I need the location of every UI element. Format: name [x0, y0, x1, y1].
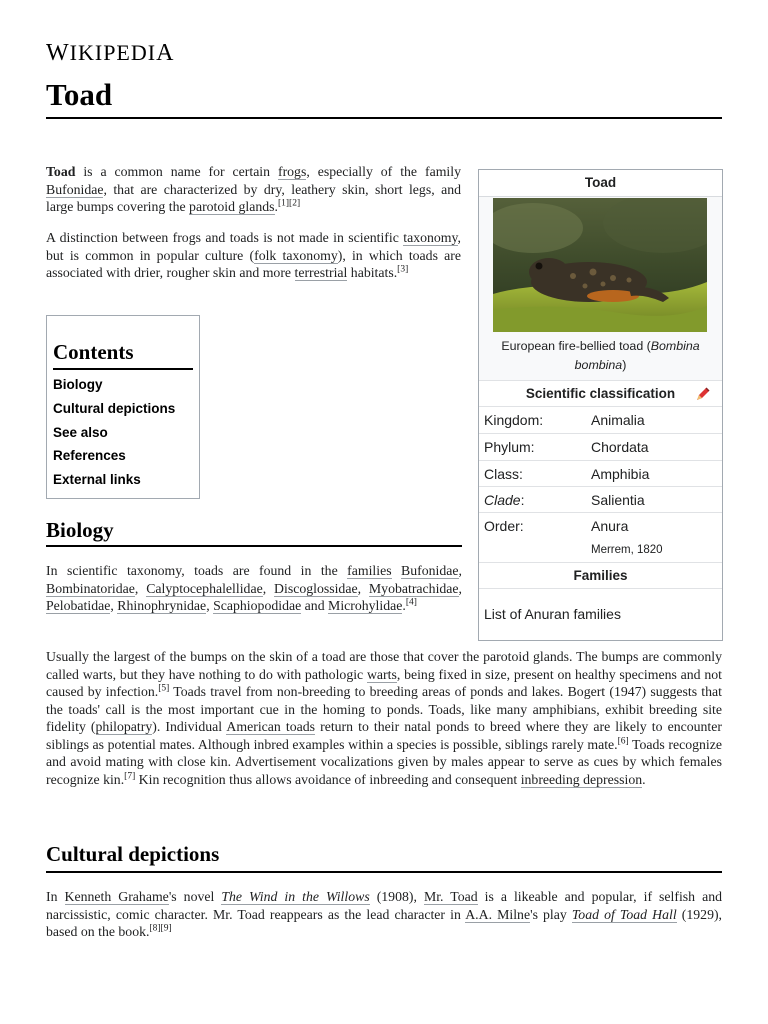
- link-rhinophrynidae[interactable]: Rhinophrynidae: [117, 598, 207, 613]
- table-of-contents: [46, 315, 200, 499]
- link-calyptocephalellidae[interactable]: Calyptocephalellidae: [146, 580, 263, 596]
- caption-text: ): [622, 358, 627, 372]
- link-warts[interactable]: warts: [366, 666, 397, 682]
- taxon-label: [484, 487, 524, 513]
- taxobox: [478, 169, 723, 641]
- taxon-row-clade: [479, 486, 722, 513]
- link-pelobatidae[interactable]: Pelobatidae: [46, 598, 111, 613]
- text-span: ), in which toads are associated with drier, rougher skin and more: [46, 247, 461, 280]
- caption-species[interactable]: Bombina bombina: [574, 339, 700, 372]
- text-span: and: [301, 598, 329, 613]
- text-span: 's play: [530, 906, 572, 922]
- wikipedia-wordmark[interactable]: [46, 40, 174, 67]
- text-span: .: [402, 598, 406, 613]
- link-myobatrachidae[interactable]: Myobatrachidae: [368, 580, 459, 596]
- clade-link[interactable]: Clade: [484, 492, 521, 508]
- section-heading-biology: Biology: [46, 518, 114, 542]
- text-span: return to their natal ponds to breed where they are likely to encounter siblings as potential mates. Although inbred examples within a species is possible, siblings rarely mate.: [46, 719, 722, 752]
- taxon-label: Kingdom:: [484, 412, 544, 428]
- section-heading-cultural-depictions: Cultural depictions: [46, 842, 220, 866]
- link-american-toads[interactable]: American toads: [226, 719, 316, 734]
- reference-marker[interactable]: [1][2]: [277, 198, 301, 209]
- text-span: A distinction between frogs and toads is not made in scientific: [46, 230, 404, 245]
- text-span: , especially of the family: [306, 164, 461, 179]
- link-taxonomy[interactable]: taxonomy: [403, 230, 458, 245]
- families-row: [479, 588, 722, 640]
- taxon-label: Class:: [484, 466, 523, 482]
- taxon-value[interactable]: Anura: [591, 518, 629, 534]
- link-terrestrial[interactable]: terrestrial: [294, 265, 348, 280]
- section-divider: [46, 871, 722, 873]
- text-span: (1929), based on the book.: [46, 906, 723, 939]
- taxon-value[interactable]: Animalia: [591, 412, 645, 428]
- title-divider: [46, 117, 722, 119]
- taxon-row-kingdom: [479, 406, 722, 433]
- biology-paragraph-2: [46, 648, 722, 788]
- text-span: ,: [134, 580, 147, 596]
- toc-item-references[interactable]: References: [53, 448, 126, 463]
- text-span: is a common name for certain: [75, 164, 278, 179]
- link-bombinatoridae[interactable]: Bombinatoridae: [46, 580, 135, 596]
- text-span: (1908),: [369, 889, 424, 904]
- text-span: 's novel: [168, 889, 222, 904]
- toc-divider: [53, 368, 193, 370]
- toc-item-see-also[interactable]: See also: [53, 425, 108, 440]
- text-span: ,: [206, 598, 214, 613]
- toc-item-biology[interactable]: Biology: [53, 377, 103, 392]
- text-span: Toads recognize and avoid mating with close kin. Advertisement vocalizations given by males appear to serve as cues by which females recognize kin.: [46, 736, 723, 787]
- link-kenneth-grahame[interactable]: Kenneth Grahame: [64, 889, 169, 904]
- toc-item-cultural-depictions[interactable]: Cultural depictions: [53, 401, 176, 416]
- reference-marker[interactable]: [4]: [405, 597, 417, 608]
- link-toad-of-toad-hall[interactable]: [572, 907, 677, 923]
- taxon-label: Phylum:: [484, 439, 535, 455]
- link-aa-milne[interactable]: A.A. Milne: [465, 906, 531, 922]
- text-span: ,: [458, 580, 462, 596]
- text-span: Kin recognition thus allows avoidance of inbreeding and consequent: [135, 771, 521, 787]
- link-bufonidae[interactable]: Bufonidae: [401, 563, 459, 578]
- text-span: Toads travel from non-breeding to breeding areas of ponds and lakes. Bogert (1947) suggests that the toads' call is the most important cue in the homing to ponds. Toads, like many amphibians, exhibit breeding site fidelity (: [46, 684, 722, 734]
- text-span: ,: [458, 563, 462, 578]
- reference-marker[interactable]: [8][9]: [149, 923, 172, 934]
- reference-marker[interactable]: [5]: [158, 683, 170, 694]
- text-span: ,: [262, 580, 275, 596]
- link-discoglossidae[interactable]: Discoglossidae: [274, 580, 358, 596]
- page-title: Toad: [46, 77, 113, 112]
- scientific-classification-header: [479, 380, 722, 407]
- text-span: , being fixed in size, present on healthy specimens and not caused by infection.: [46, 666, 722, 699]
- toc-item-external-links[interactable]: External links: [53, 472, 141, 487]
- label-colon: :: [520, 492, 525, 508]
- text-span: is a likeable and popular, if selfish and narcissistic, comic character. Mr. Toad reappears as the lead character in: [46, 889, 722, 922]
- text-span: [392, 563, 401, 578]
- intro-paragraph-1: [46, 163, 461, 216]
- link-inbreeding-depression[interactable]: inbreeding depression: [520, 771, 643, 787]
- reference-marker[interactable]: [3]: [397, 264, 409, 275]
- text-span: In: [46, 889, 65, 904]
- families-list-link[interactable]: List of Anuran families: [484, 606, 621, 622]
- italic-title: The Wind in the Willows: [221, 889, 370, 904]
- toad-photo-graphic: [493, 198, 707, 332]
- link-mr-toad[interactable]: Mr. Toad: [423, 889, 478, 904]
- infobox-caption: [485, 337, 716, 375]
- text-span: habitats.: [347, 265, 398, 280]
- taxon-row-order: [479, 512, 722, 563]
- link-philopatry[interactable]: philopatry: [95, 719, 153, 734]
- reference-marker[interactable]: [7]: [124, 770, 136, 781]
- taxon-label: Order:: [484, 518, 524, 534]
- reference-marker[interactable]: [6]: [617, 735, 629, 746]
- wordmark-middle: IKIPEDI: [69, 40, 157, 65]
- taxon-authority: Merrem, 1820: [591, 544, 663, 556]
- intro-paragraph-2: [46, 229, 461, 282]
- taxon-value[interactable]: Salientia: [591, 492, 645, 508]
- taxon-value[interactable]: Amphibia: [591, 466, 650, 482]
- link-families[interactable]: families: [347, 563, 392, 578]
- text-span: , but is common in popular culture (: [46, 230, 461, 263]
- cultural-paragraph-1: [46, 888, 722, 941]
- link-wind-in-the-willows[interactable]: [221, 889, 369, 905]
- text-span: ,: [110, 598, 118, 613]
- text-span: ). Individual: [152, 719, 227, 734]
- link-parotoid-glands[interactable]: parotoid glands: [189, 199, 275, 214]
- intro-bold-term: Toad: [46, 164, 76, 179]
- text-span: Usually the largest of the bumps on the skin of a toad are those that cover the parotoid glands. The bumps are commonly called warts, but they have nothing to do with pathologic: [46, 649, 722, 682]
- taxon-value[interactable]: Chordata: [591, 439, 649, 455]
- taxon-row-class: [479, 460, 722, 487]
- link-scaphiopodidae[interactable]: Scaphiopodidae: [213, 598, 302, 613]
- wordmark-final: A: [156, 40, 175, 66]
- section-divider: [46, 545, 462, 547]
- text-span: In scientific taxonomy, toads are found in the: [46, 563, 348, 578]
- text-span: .: [274, 199, 278, 214]
- families-header: Families: [479, 562, 722, 589]
- caption-text: European fire-bellied toad (: [501, 339, 651, 353]
- text-span: , that are characterized by dry, leathery skin, short legs, and large bumps covering the: [46, 181, 461, 214]
- link-frogs[interactable]: frogs: [277, 164, 307, 179]
- link-folk-taxonomy[interactable]: folk taxonomy: [254, 247, 338, 263]
- taxon-row-phylum: [479, 433, 722, 460]
- text-span: ,: [357, 580, 369, 596]
- link-microhylidae[interactable]: Microhylidae: [328, 598, 403, 613]
- pencil-glyph: [694, 385, 712, 403]
- scientific-classification-label: Scientific classification: [525, 386, 676, 401]
- biology-paragraph-1: [46, 562, 462, 615]
- link-bufonidae[interactable]: Bufonidae: [46, 181, 104, 197]
- toc-title: Contents: [53, 340, 134, 364]
- text-span: .: [642, 771, 646, 787]
- italic-title: Toad of Toad Hall: [571, 906, 677, 922]
- toad-photo[interactable]: [493, 198, 707, 332]
- wordmark-initial: W: [46, 40, 70, 66]
- infobox-title: Toad: [479, 170, 722, 197]
